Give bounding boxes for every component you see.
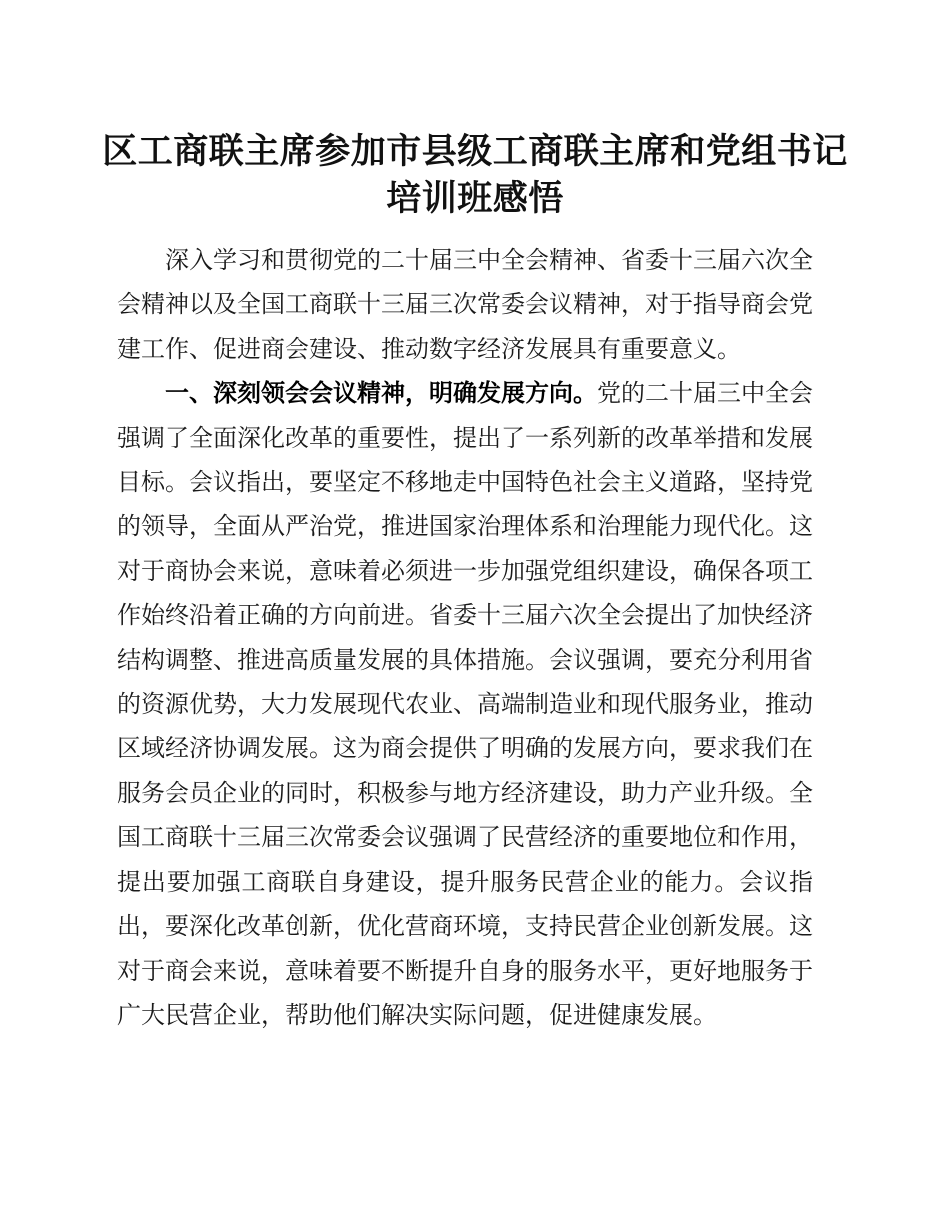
document-body [117,238,813,1037]
section-one-heading: 一、深刻领会会议精神，明确发展方向。 [165,379,597,408]
paragraph-intro-text: 深入学习和贯彻党的二十届三中全会精神、省委十三届六次全会精神以及全国工商联十三届三次常委会议精神，对于指导商会党建工作、促进商会建设、推动数字经济发展具有重要意义。 [117,246,813,363]
paragraph-section-one [117,371,813,1037]
paragraph-intro [117,238,813,371]
section-one-text: 党的二十届三中全会强调了全面深化改革的重要性，提出了一系列新的改革举措和发展目标。会议指出，要坚定不移地走中国特色社会主义道路，坚持党的领导，全面从严治党，推进国家治理体系和治理能力现代化。这对于商协会来说，意味着必须进一步加强党组织建设，确保各项工作始终沿着正确的方向前进。省委十三届六次全会提出了加快经济结构调整、推进高质量发展的具体措施。会议强调，要充分利用省的资源优势，大力发展现代农业、高端制造业和现代服务业，推动区域经济协调发展。这为商会提供了明确的发展方向，要求我们在服务会员企业的同时，积极参与地方经济建设，助力产业升级。全国工商联十三届三次常委会议强调了民营经济的重要地位和作用，提出要加强工商联自身建设，提升服务民营企业的能力。会议指出，要深化改革创新，优化营商环境，支持民营企业创新发展。这对于商会来说，意味着要不断提升自身的服务水平，更好地服务于广大民营企业，帮助他们解决实际问题，促进健康发展。 [117,379,813,1029]
document-title: 区工商联主席参加市县级工商联主席和党组书记培训班感悟 [102,131,848,219]
